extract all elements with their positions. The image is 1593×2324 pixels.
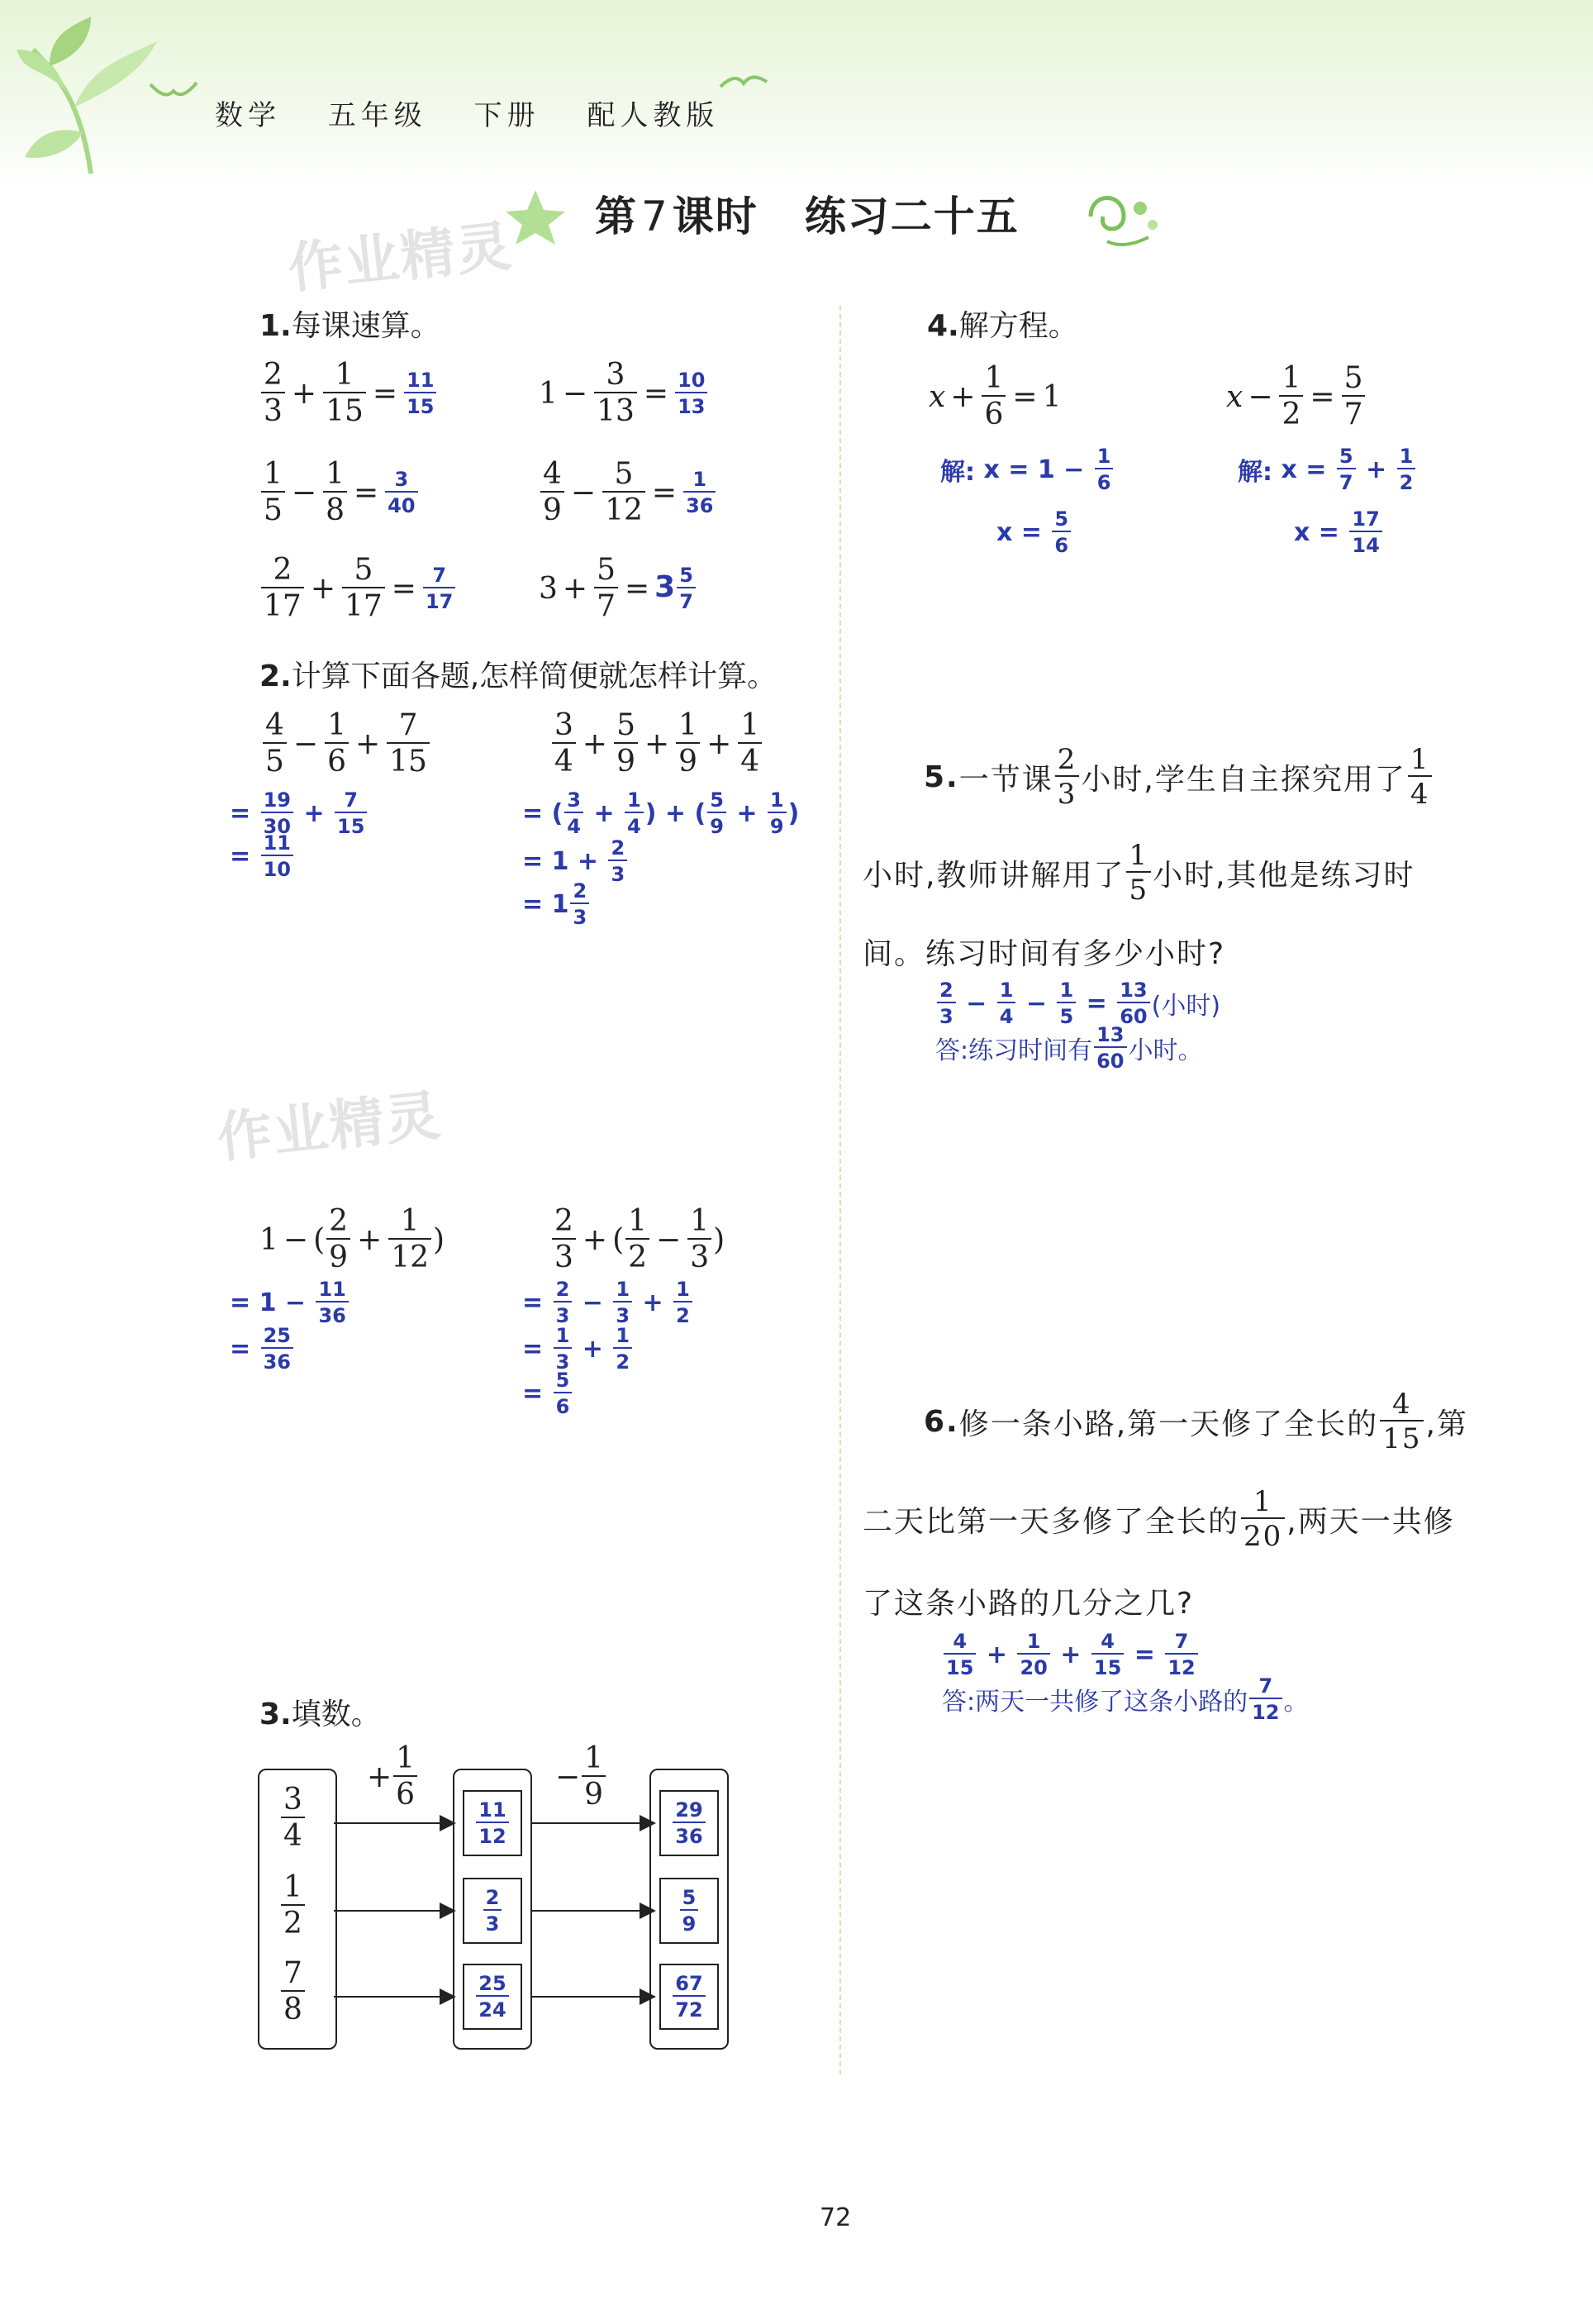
q3-end-cell: $\frac{29}{36}$ <box>659 1790 719 1856</box>
q3-end-cell: $\frac{5}{9}$ <box>659 1878 719 1944</box>
q1-item: 3 + $\frac{5}{7}$ = 3 $\frac{5}{7}$ <box>539 555 697 621</box>
q2a-step1: = $\frac{19}{30}$ + $\frac{7}{15}$ <box>230 790 369 836</box>
column-divider <box>839 306 841 2074</box>
q4a-equation: x + $\frac{1}{6}$ = 1 <box>929 361 1062 431</box>
q3-middle-cell: $\frac{25}{24}$ <box>463 1964 522 2030</box>
swirl-decoration-icon <box>1074 183 1165 250</box>
q2b-problem: $\frac{3}{4}$ + $\frac{5}{9}$ + $\frac{1}{9}$ + $\frac{1}{4}$ <box>550 711 763 777</box>
palm-leaf-icon <box>17 17 165 182</box>
header-subject: 数学 <box>215 99 281 132</box>
watermark-2: 作业精灵 <box>214 1083 445 1170</box>
q6-line2: 二天比第一天多修了全长的 $\frac{1}{20}$ ,两天一共修 <box>863 1485 1455 1553</box>
q2a-problem: $\frac{4}{5}$ − $\frac{1}{6}$ + $\frac{7}{15}$ <box>261 711 431 777</box>
q5-answer: 答:练习时间有 $\frac{13}{60}$ 小时。 <box>935 1023 1203 1073</box>
q4a-step2: x = $\frac{5}{6}$ <box>996 509 1072 555</box>
q3-start-value: $\frac{3}{4}$ <box>279 1785 307 1851</box>
q5-line1: 5. 一节课 $\frac{2}{3}$ 小时,学生自主探究用了 $\frac{1}{4}$ <box>924 745 1434 808</box>
q2c-step1: = 1 − $\frac{11}{36}$ <box>230 1279 350 1326</box>
q2d-step2: = $\frac{1}{3}$ + $\frac{1}{2}$ <box>522 1326 634 1372</box>
q1-item: $\frac{2}{3}$ + $\frac{1}{15}$ = $\frac{11}{15}$ <box>259 360 438 426</box>
q1-item: $\frac{1}{5}$ − $\frac{1}{8}$ = $\frac{3}{40}$ <box>259 460 420 526</box>
q6-calc: $\frac{4}{15}$ + $\frac{1}{20}$ + $\frac{4}{15}$ = $\frac{7}{12}$ <box>942 1631 1200 1678</box>
bird-icon <box>149 76 198 109</box>
page-title: 第7课时 练习二十五 <box>595 193 1020 240</box>
q4b-equation: x − $\frac{1}{2}$ = $\frac{5}{7}$ <box>1226 364 1367 430</box>
star-icon <box>502 188 568 246</box>
q2-heading: 2.计算下面各题,怎样简便就怎样计算。 <box>259 660 777 693</box>
q3-op2: − $\frac{1}{9}$ <box>555 1744 607 1810</box>
q3-op1: + $\frac{1}{6}$ <box>367 1744 419 1810</box>
q4b-step2: x = $\frac{17}{14}$ <box>1294 509 1384 555</box>
q2d-problem: $\frac{2}{3}$ + ( $\frac{1}{2}$ − $\frac{1}{3}$ ) <box>550 1207 725 1273</box>
header-volume: 下册 <box>473 99 540 132</box>
q3-start-value: $\frac{1}{2}$ <box>279 1873 307 1939</box>
q3-start-value: $\frac{7}{8}$ <box>279 1959 307 2025</box>
header-grade: 五年级 <box>327 99 427 132</box>
q1-item: $\frac{4}{9}$ − $\frac{5}{12}$ = $\frac{1}{36}$ <box>539 460 717 526</box>
q2c-problem: 1 − ( $\frac{2}{9}$ + $\frac{1}{12}$ ) <box>259 1204 445 1274</box>
q2b-step3: = 1 $\frac{2}{3}$ <box>522 881 591 927</box>
q1-heading: 1.每课速算。 <box>259 309 440 343</box>
q2d-step3: = $\frac{5}{6}$ <box>522 1370 573 1417</box>
q3-middle-cell: $\frac{2}{3}$ <box>463 1878 522 1944</box>
q2c-step2: = $\frac{25}{36}$ <box>230 1326 295 1372</box>
q3-end-cell: $\frac{67}{72}$ <box>659 1964 719 2030</box>
q3-arrows <box>330 1760 678 2041</box>
q3-middle-cell: $\frac{11}{12}$ <box>463 1790 522 1856</box>
watermark: 作业精灵 <box>285 213 516 301</box>
q2b-step2: = 1 + $\frac{2}{3}$ <box>522 838 629 884</box>
q2b-step1: = ( $\frac{3}{4}$ + $\frac{1}{4}$ ) + ( $\frac{5}{9}$ + $\frac{1}{9}$ ) <box>522 788 800 838</box>
q4a-step1: 解: x = 1 − $\frac{1}{6}$ <box>940 446 1115 493</box>
q5-calc: $\frac{2}{3}$ − $\frac{1}{4}$ − $\frac{1}{5}$ = $\frac{13}{60}$ (小时) <box>935 980 1220 1026</box>
q2d-step1: = $\frac{2}{3}$ − $\frac{1}{3}$ + $\frac{1}{2}$ <box>522 1279 694 1326</box>
q5-line2: 小时,教师讲解用了 $\frac{1}{5}$ 小时,其他是练习时 <box>863 839 1415 907</box>
q1-item: $\frac{2}{17}$ + $\frac{5}{17}$ = $\frac{7}{17}$ <box>259 555 457 621</box>
q6-line3: 了这条小路的几分之几? <box>863 1587 1195 1621</box>
q4-heading: 4.解方程。 <box>927 309 1078 343</box>
header-edition: 配人教版 <box>587 99 720 132</box>
book-header <box>215 93 752 133</box>
q2a-step2: = $\frac{11}{10}$ <box>230 833 295 879</box>
q4b-step1: 解: x = $\frac{5}{7}$ + $\frac{1}{2}$ <box>1238 446 1417 493</box>
q6-answer: 答:两天一共修了这条小路的 $\frac{7}{12}$ 。 <box>942 1674 1309 1724</box>
q3-heading: 3.填数。 <box>259 1698 381 1731</box>
q6-line1: 6. 修一条小路,第一天修了全长的 $\frac{4}{15}$ ,第 <box>924 1388 1468 1455</box>
q1-item: 1 − $\frac{3}{13}$ = $\frac{10}{13}$ <box>539 360 709 426</box>
page-number: 72 <box>820 2203 852 2232</box>
q5-line3: 间。练习时间有多少小时? <box>863 937 1226 971</box>
